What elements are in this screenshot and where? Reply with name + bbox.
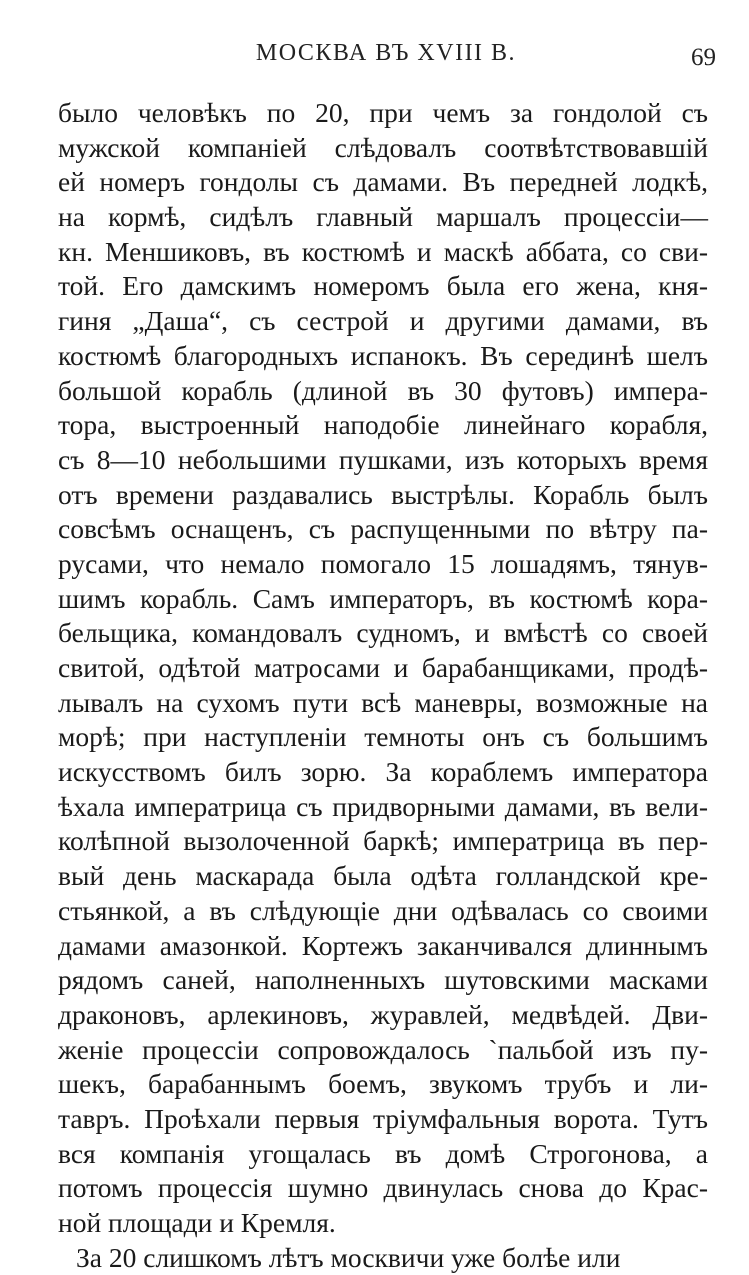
running-head xyxy=(56,40,716,76)
text-line: гиня „Даша“, съ сестрой и другими дамами, въ xyxy=(58,305,708,337)
text-line: на кормѣ, сидѣлъ главный маршалъ процессіи— xyxy=(58,201,708,233)
text-line: рядомъ саней, наполненныхъ шутовскими масками xyxy=(58,964,708,996)
text-line: искусствомъ билъ зорю. За кораблемъ императора xyxy=(58,756,708,788)
paragraph-start-line: За 20 слишкомъ лѣтъ москвичи уже болѣе или xyxy=(76,1241,621,1273)
text-line: дамами амазонкой. Кортежъ заканчивался длиннымъ xyxy=(58,929,708,961)
text-line: бельщика, командовалъ судномъ, и вмѣстѣ со своей xyxy=(58,617,708,649)
text-line: было человѣкъ по 20, при чемъ за гондолой съ xyxy=(58,97,708,128)
text-line: шимъ корабль. Самъ императоръ, въ костюмѣ кора- xyxy=(58,582,708,614)
text-line: ей номеръ гондолы съ дамами. Въ передней лодкѣ, xyxy=(58,166,708,198)
text-line: костюмѣ благородныхъ испанокъ. Въ серединѣ шелъ xyxy=(58,339,708,371)
text-line: потомъ процессія шумно двинулась снова до Крас- xyxy=(58,1172,708,1204)
text-line: большой корабль (длиной въ 30 футовъ) импера- xyxy=(58,374,708,406)
page-number: 69 xyxy=(691,44,716,71)
text-line: морѣ; при наступленіи темноты онъ съ большимъ xyxy=(58,721,708,753)
text-line: стьянкой, а въ слѣдующіе дни одѣвалась со своими xyxy=(58,894,708,926)
text-line: съ 8—10 небольшими пушками, изъ которыхъ время xyxy=(58,443,708,475)
text-line: ной площади и Кремля. xyxy=(58,1207,336,1238)
text-line: совсѣмъ оснащенъ, съ распущенными по вѣтру па- xyxy=(58,513,708,545)
text-line: шекъ, барабаннымъ боемъ, звукомъ трубъ и ли- xyxy=(58,1068,708,1100)
text-line: драконовъ, арлекиновъ, журавлей, медвѣдей. Дви- xyxy=(58,998,708,1030)
text-line: тавръ. Проѣхали первыя тріумфальныя ворота. Тутъ xyxy=(58,1102,708,1134)
text-line: вый день маскарада была одѣта голландской кре- xyxy=(58,860,708,892)
text-line: лывалъ на сухомъ пути всѣ маневры, возможные на xyxy=(58,686,708,718)
body-text xyxy=(58,96,708,1275)
text-line: женіе процессіи сопровождалось `пальбой изъ пу- xyxy=(58,1033,708,1065)
text-line: отъ времени раздавались выстрѣлы. Корабль былъ xyxy=(58,478,708,510)
text-line: вся компанія угощалась въ домѣ Строгонова, а xyxy=(58,1137,708,1169)
text-line: той. Его дамскимъ номеромъ была его жена, кня- xyxy=(58,270,708,302)
text-line: ѣхала императрица съ придворными дамами, въ вели- xyxy=(58,790,708,822)
text-line: колѣпной вызолоченной баркѣ; императрица въ пер- xyxy=(58,825,708,857)
text-line: кн. Меншиковъ, въ костюмѣ и маскѣ аббата, со сви- xyxy=(58,235,708,267)
text-line: русами, что немало помогало 15 лошадямъ, тянув- xyxy=(58,547,708,579)
text-line: тора, выстроенный наподобіе линейнаго корабля, xyxy=(58,409,708,441)
text-line: мужской компаніей слѣдовалъ соотвѣтствовавшій xyxy=(58,131,708,163)
text-line: свитой, одѣтой матросами и барабанщиками, продѣ- xyxy=(58,652,708,683)
running-title: МОСКВА ВЪ XVIII В. xyxy=(255,40,517,66)
